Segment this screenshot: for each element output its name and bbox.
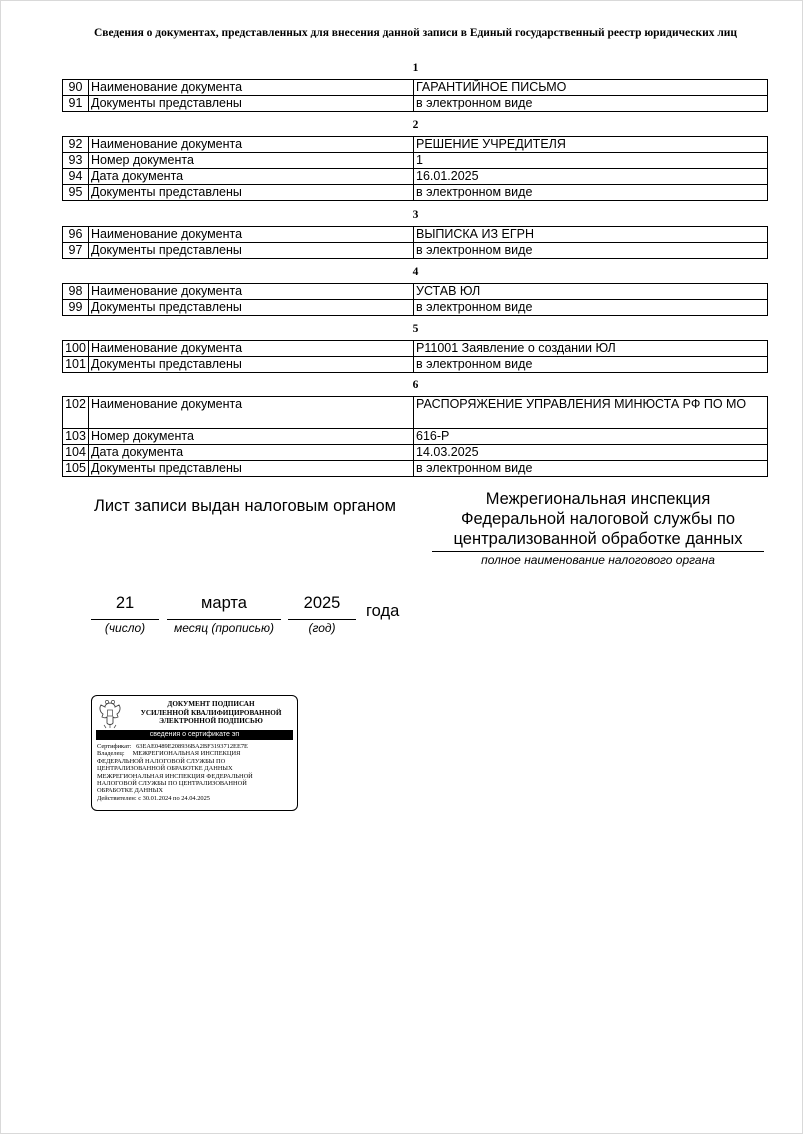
owner-line: ОБРАБОТКЕ ДАННЫХ [97,787,163,795]
documents-table [62,79,768,112]
row-label: Документы представлены [89,357,414,373]
row-label: Номер документа [89,429,414,445]
row-value: ВЫПИСКА ИЗ ЕГРН [414,227,768,243]
table-row [63,96,768,112]
certificate-details [97,743,293,802]
row-number: 99 [63,300,89,316]
section-number: 4 [412,266,419,278]
tax-authority-line: централизованной обработке данных [453,530,743,548]
tax-authority-underline [432,551,764,552]
row-value: РАСПОРЯЖЕНИЕ УПРАВЛЕНИЯ МИНЮСТА РФ ПО МО [414,397,768,429]
row-label: Наименование документа [89,284,414,300]
row-value: ГАРАНТИЙНОЕ ПИСЬМО [414,80,768,96]
row-number: 103 [63,429,89,445]
row-number: 92 [63,137,89,153]
row-value: 1 [414,153,768,169]
row-number: 104 [63,445,89,461]
tax-authority-line: Межрегиональная инспекция [485,490,711,508]
row-label: Наименование документа [89,137,414,153]
date-day-caption: (число) [104,621,146,635]
owner-row [97,750,293,757]
owner-line: МЕЖРЕГИОНАЛЬНАЯ ИНСПЕКЦИЯ ФЕДЕРАЛЬНОЙ [97,772,253,780]
table-row [63,445,768,461]
date-year-caption: (год) [308,621,336,635]
row-number: 105 [63,461,89,477]
row-number: 91 [63,96,89,112]
row-number: 96 [63,227,89,243]
date-day: 21 [115,594,135,612]
certificate-row [97,743,293,750]
table-row [63,357,768,373]
tax-authority-name [432,489,764,549]
stamp-title [128,700,294,726]
table-row [63,227,768,243]
row-value: 14.03.2025 [414,445,768,461]
validity-period: с 30.01.2024 по 24.04.2025 [138,794,210,802]
row-label: Документы представлены [89,300,414,316]
validity-row [97,795,293,802]
table-row [63,153,768,169]
table-row [63,341,768,357]
row-value: в электронном виде [414,96,768,112]
row-label: Наименование документа [89,397,414,429]
row-label: Дата документа [89,445,414,461]
coat-of-arms-icon [96,699,124,729]
row-label: Документы представлены [89,96,414,112]
section-number: 3 [412,209,419,221]
row-value: в электронном виде [414,185,768,201]
row-value: в электронном виде [414,300,768,316]
date-month-underline [167,619,281,620]
certificate-info-bar: сведения о сертификате эп [96,730,293,740]
certificate-number: 63EAE0489E208936BA2BF3193712EE7E [136,743,248,750]
tax-authority-line: Федеральной налоговой службы по [460,510,736,528]
row-label: Наименование документа [89,341,414,357]
row-number: 98 [63,284,89,300]
table-row [63,243,768,259]
section-number: 6 [412,379,419,391]
row-number: 94 [63,169,89,185]
owner-line: ФЕДЕРАЛЬНОЙ НАЛОГОВОЙ СЛУЖБЫ ПО [97,757,226,765]
row-number: 100 [63,341,89,357]
date-month: марта [201,594,247,612]
documents-table [62,396,768,477]
date-day-underline [91,619,159,620]
row-number: 102 [63,397,89,429]
row-value: УСТАВ ЮЛ [414,284,768,300]
row-value: 16.01.2025 [414,169,768,185]
row-value: в электронном виде [414,461,768,477]
table-row [63,397,768,429]
row-number: 90 [63,80,89,96]
row-value: в электронном виде [414,243,768,259]
section-number: 2 [412,119,419,131]
row-value: 616-Р [414,429,768,445]
owner-line: НАЛОГОВОЙ СЛУЖБЫ ПО ЦЕНТРАЛИЗОВАННОЙ [97,780,247,788]
certificate-label: Сертификат: [97,743,132,750]
row-number: 101 [63,357,89,373]
page-title: Сведения о документах, представленных для внесения данной записи в Единый государственный реестр юридических лиц [93,27,738,39]
stamp-title-line: ЭЛЕКТРОННОЙ ПОДПИСЬЮ [159,717,263,725]
row-value: в электронном виде [414,357,768,373]
documents-table [62,136,768,201]
row-label: Номер документа [89,153,414,169]
row-label: Документы представлены [89,185,414,201]
date-year: 2025 [303,594,341,612]
stamp-title-line: УСИЛЕННОЙ КВАЛИФИЦИРОВАННОЙ [140,708,282,717]
table-row [63,461,768,477]
row-label: Наименование документа [89,80,414,96]
owner-line: ЦЕНТРАЛИЗОВАННОЙ ОБРАБОТКЕ ДАННЫХ [97,765,233,773]
electronic-signature-stamp [91,695,298,811]
row-label: Документы представлены [89,243,414,259]
documents-table [62,283,768,316]
owner-label: Владелец: [97,750,125,758]
row-number: 93 [63,153,89,169]
row-label: Документы представлены [89,461,414,477]
stamp-title-line: ДОКУМЕНТ ПОДПИСАН [167,700,255,708]
row-label: Дата документа [89,169,414,185]
table-row [63,429,768,445]
date-year-underline [288,619,356,620]
date-suffix: года [366,602,400,620]
section-number: 1 [412,62,419,74]
tax-authority-caption: полное наименование налогового органа [481,553,715,567]
table-row [63,80,768,96]
row-value: РЕШЕНИЕ УЧРЕДИТЕЛЯ [414,137,768,153]
row-number: 95 [63,185,89,201]
owner-line: МЕЖРЕГИОНАЛЬНАЯ ИНСПЕКЦИЯ [132,750,241,758]
date-month-caption: месяц (прописью) [174,621,274,635]
table-row [63,284,768,300]
validity-label: Действителен: [97,794,137,802]
documents-table [62,340,768,373]
section-number: 5 [412,323,419,335]
table-row [63,185,768,201]
documents-table [62,226,768,259]
table-row [63,300,768,316]
table-row [63,169,768,185]
issued-by-label: Лист записи выдан налоговым органом [94,497,396,515]
row-number: 97 [63,243,89,259]
row-label: Наименование документа [89,227,414,243]
table-row [63,137,768,153]
row-value: Р11001 Заявление о создании ЮЛ [414,341,768,357]
